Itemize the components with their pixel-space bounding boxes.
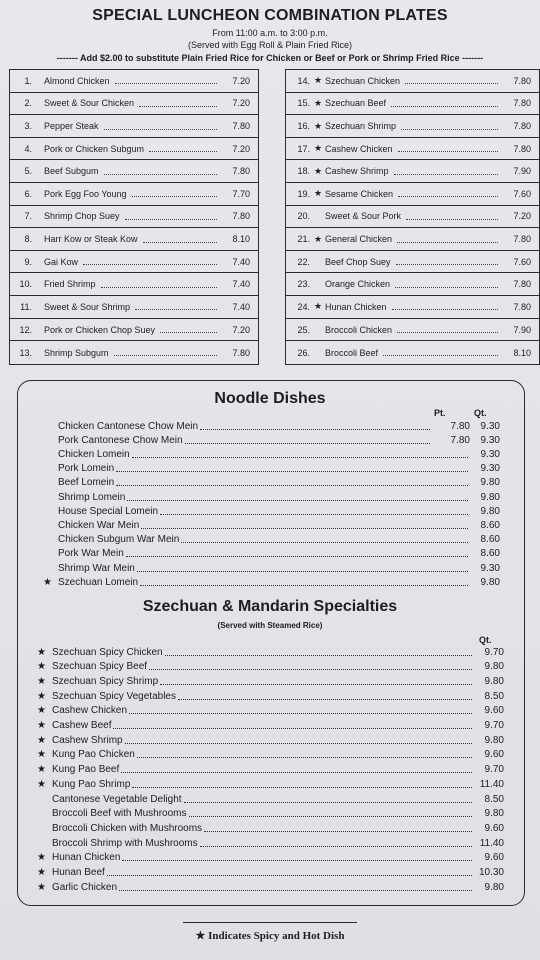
dot-leader (406, 219, 498, 220)
combo-name: Gai Kow (44, 256, 79, 267)
footer-divider (183, 922, 357, 923)
dot-leader (204, 831, 472, 832)
combo-table-left (9, 69, 259, 365)
combo-row (10, 115, 258, 138)
combo-price: 7.40 (232, 256, 250, 267)
combo-name: Szechuan Beef (325, 98, 387, 109)
spicy-star-icon: ★ (37, 675, 46, 687)
served-rice-note: (Served with Steamed Rice) (217, 621, 323, 630)
combo-number: 12. (19, 324, 32, 335)
combo-number: 2. (24, 98, 32, 109)
dot-leader (165, 655, 472, 656)
combo-number: 26. (297, 347, 310, 358)
combo-name: Shrimp Subgum (44, 347, 109, 358)
noodle-item (43, 561, 500, 575)
dot-leader (149, 669, 472, 670)
dot-leader (395, 287, 498, 288)
noodle-qt-price: 9.80 (480, 505, 500, 517)
combo-price: 7.80 (232, 347, 250, 358)
combo-name: Fried Shrimp (44, 279, 96, 290)
combo-name: Sesame Chicken (325, 188, 394, 199)
combo-row (286, 206, 539, 229)
combo-number: 1. (24, 75, 32, 86)
combo-number: 6. (24, 188, 32, 199)
szechuan-name: Cashew Chicken (52, 705, 128, 717)
dot-leader (83, 264, 217, 265)
combo-number: 18. (297, 166, 310, 177)
noodle-item (43, 575, 500, 589)
szechuan-item (37, 836, 504, 850)
spicy-star-icon: ★ (314, 165, 323, 176)
dot-leader (101, 287, 217, 288)
spicy-star-icon: ★ (37, 852, 46, 864)
noodle-name: Chicken War Mein (58, 519, 140, 531)
noodle-pt-price: 7.80 (450, 420, 470, 432)
noodle-name: Shrimp Lomein (58, 491, 126, 503)
combo-number: 22. (297, 256, 310, 267)
szechuan-qt-price: 10.30 (478, 867, 504, 878)
dot-leader (114, 355, 217, 356)
spicy-star-icon: ★ (314, 301, 323, 312)
served-with-text: (Served with Egg Roll & Plain Fried Rice) (187, 40, 353, 50)
noodle-qt-price: 9.30 (480, 562, 500, 574)
spicy-star-icon: ★ (37, 720, 46, 731)
substitute-note: ------- Add $2.00 to substitute Plain Fried Rice for Chicken or Beef or Pork or Shrimp Fried Rice ------- (56, 53, 484, 63)
combo-row (286, 273, 539, 296)
szechuan-item (37, 748, 504, 762)
combo-name: Pork or Chicken Chop Suey (44, 324, 156, 335)
dot-leader (140, 585, 468, 586)
szechuan-qt-price: 9.70 (484, 720, 504, 731)
combo-row (10, 206, 258, 229)
combo-price: 7.20 (232, 143, 250, 154)
combo-number: 9. (24, 256, 32, 267)
noodle-name: Beef Lomein (58, 477, 115, 489)
spicy-star-icon: ★ (314, 233, 323, 244)
spicy-star-icon: ★ (37, 690, 46, 702)
dot-leader (132, 196, 217, 197)
combo-number: 20. (297, 211, 310, 222)
dot-leader (107, 875, 472, 876)
dot-leader (122, 860, 472, 861)
combo-row (10, 228, 258, 251)
szechuan-name: Broccoli Shrimp with Mushrooms (52, 837, 198, 849)
combo-price: 7.20 (232, 98, 250, 109)
dot-leader (125, 219, 217, 220)
combo-row (10, 251, 258, 274)
szechuan-item (37, 733, 504, 747)
combo-row (10, 160, 258, 183)
dot-leader (137, 571, 468, 572)
dot-leader (181, 542, 468, 543)
noodle-qt-price: 9.80 (480, 576, 500, 588)
noodle-qt-price: 8.60 (480, 548, 500, 560)
noodle-name: Pork Cantonese Chow Mein (58, 434, 183, 446)
dot-leader (184, 802, 472, 803)
combo-number: 25. (297, 324, 310, 335)
combo-row (286, 93, 539, 116)
noodle-item (43, 476, 500, 490)
szechuan-item (37, 792, 504, 806)
noodle-item (43, 490, 500, 504)
noodle-name: Shrimp War Mein (58, 562, 135, 574)
combo-row (10, 183, 258, 206)
spicy-star-icon: ★ (37, 705, 46, 717)
szechuan-name: Szechuan Spicy Vegetables (52, 690, 176, 702)
combo-name: Broccoli Beef (325, 347, 379, 358)
combo-number: 13. (19, 347, 32, 358)
combo-row (10, 341, 258, 364)
spicy-star-icon: ★ (43, 576, 52, 588)
combo-name: Orange Chicken (325, 279, 391, 290)
combo-name: General Chicken (325, 234, 393, 245)
dot-leader (383, 355, 498, 356)
dot-leader (149, 151, 217, 152)
combo-number: 16. (297, 121, 310, 132)
noodle-qt-price: 9.80 (480, 477, 500, 489)
dot-leader (398, 151, 498, 152)
szechuan-qt-price: 9.80 (484, 808, 504, 820)
spicy-star-icon: ★ (314, 120, 323, 131)
noodle-item (43, 547, 500, 561)
combo-row (10, 273, 258, 296)
combo-price: 7.80 (513, 279, 531, 290)
szechuan-qt-price: 11.40 (479, 837, 504, 849)
szechuan-item (37, 674, 504, 688)
szechuan-name: Cantonese Vegetable Delight (52, 793, 182, 805)
combo-price: 7.80 (232, 166, 250, 177)
combo-row (286, 70, 539, 93)
spicy-star-icon: ★ (37, 881, 46, 893)
combo-row (286, 160, 539, 183)
noodle-qt-price: 8.60 (480, 519, 500, 531)
szechuan-item (37, 851, 504, 865)
noodle-qt-price: 9.80 (480, 491, 500, 503)
spicy-star-icon: ★ (314, 143, 323, 154)
dot-leader (126, 556, 468, 557)
noodle-item (43, 447, 500, 461)
combo-price: 7.90 (513, 166, 531, 177)
noodle-name: Chicken Subgum War Mein (58, 534, 180, 546)
dot-leader (139, 106, 217, 107)
combo-name: Cashew Shrimp (325, 166, 389, 177)
szechuan-qt-price: 9.80 (484, 661, 504, 673)
szechuan-qt-price: 9.80 (484, 881, 504, 893)
noodle-qt-price: 9.30 (480, 420, 500, 432)
combo-number: 5. (24, 166, 32, 177)
szechuan-qt-price: 9.70 (484, 646, 504, 658)
noodle-qt-price: 9.30 (480, 448, 500, 460)
combo-row (10, 93, 258, 116)
szechuan-item (37, 777, 504, 791)
combo-row (286, 251, 539, 274)
noodle-qt-header: Qt. (474, 408, 487, 418)
noodle-section-title: Noodle Dishes (214, 390, 326, 407)
dot-leader (397, 242, 498, 243)
spicy-star-icon: ★ (37, 867, 46, 878)
combo-price: 7.90 (513, 324, 531, 335)
dot-leader (132, 787, 472, 788)
combo-row (286, 138, 539, 161)
combo-price: 7.20 (232, 324, 250, 335)
dot-leader (121, 772, 472, 773)
dot-leader (396, 264, 498, 265)
szechuan-name: Szechuan Spicy Shrimp (52, 675, 159, 687)
dot-leader (398, 196, 498, 197)
szechuan-qt-price: 9.60 (484, 749, 504, 761)
combo-price: 8.10 (513, 347, 531, 358)
combo-price: 7.80 (513, 75, 531, 86)
szechuan-qt-price: 9.60 (484, 705, 504, 717)
dot-leader (391, 106, 498, 107)
dot-leader (129, 713, 472, 714)
combo-number: 15. (297, 98, 310, 109)
szechuan-item (37, 807, 504, 821)
spicy-star-icon: ★ (314, 75, 323, 86)
szechuan-qt-price: 9.70 (484, 764, 504, 776)
dot-leader (127, 500, 468, 501)
dot-leader (160, 684, 472, 685)
dot-leader (160, 514, 468, 515)
szechuan-item (37, 704, 504, 718)
combo-name: Pork or Chicken Subgum (44, 143, 145, 154)
spicy-star-icon: ★ (37, 778, 46, 790)
combo-number: 14. (297, 75, 310, 86)
combo-name: Sweet & Sour Shrimp (44, 301, 131, 312)
hours-text: From 11:00 a.m. to 3:00 p.m. (212, 28, 328, 38)
spicy-star-icon: ★ (37, 661, 46, 673)
szechuan-qt-price: 9.60 (484, 822, 504, 834)
noodle-name: Szechuan Lomein (58, 576, 139, 588)
dot-leader (200, 846, 472, 847)
szechuan-name: Kung Pao Shrimp (52, 778, 131, 790)
dot-leader (137, 757, 472, 758)
noodle-item (43, 419, 500, 433)
szechuan-qt-header: Qt. (479, 635, 492, 645)
combo-name: Broccoli Chicken (325, 324, 393, 335)
dot-leader (185, 443, 430, 444)
combo-name: Sweet & Sour Pork (325, 211, 402, 222)
dot-leader (132, 457, 468, 458)
dot-leader (200, 429, 430, 430)
combo-price: 7.80 (513, 121, 531, 132)
szechuan-name: Cashew Beef (52, 720, 112, 731)
dot-leader (160, 332, 217, 333)
combo-name: Harr Kow or Steak Kow (44, 234, 138, 245)
szechuan-qt-price: 11.40 (479, 778, 504, 790)
szechuan-item (37, 866, 504, 880)
dot-leader (116, 471, 468, 472)
noodle-qt-price: 8.60 (480, 534, 500, 546)
szechuan-item (37, 645, 504, 659)
dot-leader (405, 83, 498, 84)
combo-name: Pork Egg Foo Young (44, 188, 127, 199)
noodle-qt-price: 9.30 (480, 434, 500, 446)
dot-leader (115, 83, 217, 84)
combo-price: 7.80 (513, 234, 531, 245)
noodle-name: Chicken Cantonese Chow Mein (58, 420, 199, 432)
combo-table-right (285, 69, 540, 365)
szechuan-name: Cashew Shrimp (52, 734, 123, 746)
combo-number: 3. (24, 121, 32, 132)
dot-leader (401, 129, 498, 130)
spicy-legend: ★ Indicates Spicy and Hot Dish (195, 930, 345, 942)
combo-price: 7.80 (232, 121, 250, 132)
noodle-item (43, 462, 500, 476)
szechuan-qt-price: 9.80 (484, 675, 504, 687)
combo-name: Hunan Chicken (325, 301, 387, 312)
szechuan-name: Hunan Beef (52, 867, 105, 878)
szechuan-qt-price: 8.50 (484, 690, 504, 702)
dot-leader (394, 174, 498, 175)
combo-row (286, 228, 539, 251)
combo-number: 10. (19, 279, 32, 290)
szechuan-qt-price: 8.50 (484, 793, 504, 805)
combo-price: 7.60 (513, 188, 531, 199)
szechuan-item (37, 719, 504, 733)
noodle-name: Chicken Lomein (58, 448, 130, 460)
szechuan-name: Szechuan Spicy Beef (52, 661, 148, 673)
szechuan-item (37, 821, 504, 835)
combo-row (286, 319, 539, 342)
dot-leader (178, 699, 472, 700)
combo-name: Pepper Steak (44, 121, 99, 132)
szechuan-name: Hunan Chicken (52, 852, 121, 864)
dot-leader (397, 332, 498, 333)
noodle-name: House Special Lomein (58, 505, 159, 517)
szechuan-name: Garlic Chicken (52, 881, 118, 893)
dot-leader (116, 485, 468, 486)
combo-price: 7.60 (513, 256, 531, 267)
combo-name: Szechuan Shrimp (325, 121, 397, 132)
dot-leader (135, 309, 217, 310)
combo-price: 7.20 (513, 211, 531, 222)
combo-number: 23. (297, 279, 310, 290)
combo-number: 21. (297, 234, 310, 245)
szechuan-name: Szechuan Spicy Chicken (52, 646, 163, 658)
noodle-pt-price: 7.80 (450, 434, 470, 446)
spicy-star-icon: ★ (37, 764, 46, 776)
dot-leader (113, 728, 472, 729)
szechuan-item (37, 763, 504, 777)
combo-price: 7.80 (513, 98, 531, 109)
szechuan-section-title: Szechuan & Mandarin Specialties (142, 598, 398, 615)
noodle-name: Pork Lomein (58, 463, 115, 475)
combo-row (10, 319, 258, 342)
combo-price: 7.20 (232, 75, 250, 86)
dot-leader (104, 174, 217, 175)
spicy-star-icon: ★ (37, 749, 46, 761)
szechuan-name: Kung Pao Chicken (52, 749, 135, 761)
szechuan-name: Broccoli Chicken with Mushrooms (52, 822, 203, 834)
noodle-item (43, 433, 500, 447)
combo-row (10, 296, 258, 319)
dot-leader (143, 242, 217, 243)
combo-number: 4. (24, 143, 32, 154)
combo-row (286, 183, 539, 206)
combo-name: Szechuan Chicken (325, 75, 401, 86)
combo-name: Cashew Chicken (325, 143, 393, 154)
combo-price: 7.80 (513, 301, 531, 312)
combo-number: 19. (297, 188, 310, 199)
combo-row (10, 70, 258, 93)
combo-row (10, 138, 258, 161)
combo-price: 7.40 (232, 279, 250, 290)
szechuan-name: Kung Pao Beef (52, 764, 120, 776)
noodle-item (43, 504, 500, 518)
combo-price: 8.10 (232, 234, 250, 245)
szechuan-qt-price: 9.80 (484, 734, 504, 746)
dot-leader (141, 528, 468, 529)
combo-number: 8. (24, 234, 32, 245)
spicy-star-icon: ★ (314, 97, 323, 108)
combo-number: 7. (24, 211, 32, 222)
combo-price: 7.80 (513, 143, 531, 154)
noodle-name: Pork War Mein (58, 548, 124, 560)
combo-name: Shrimp Chop Suey (44, 211, 120, 222)
spicy-star-icon: ★ (314, 188, 323, 199)
szechuan-item (37, 660, 504, 674)
spicy-star-icon: ★ (37, 734, 46, 746)
dot-leader (119, 890, 472, 891)
combo-price: 7.40 (232, 301, 250, 312)
combo-price: 7.70 (232, 188, 250, 199)
szechuan-item (37, 689, 504, 703)
szechuan-name: Broccoli Beef with Mushrooms (52, 808, 187, 820)
combo-name: Beef Chop Suey (325, 256, 391, 267)
combo-name: Beef Subgum (44, 166, 99, 177)
page-title: SPECIAL LUNCHEON COMBINATION PLATES (92, 7, 448, 24)
combo-number: 11. (20, 301, 32, 312)
combo-name: Almond Chicken (44, 75, 110, 86)
combo-price: 7.80 (232, 211, 250, 222)
combo-row (286, 115, 539, 138)
combo-name: Sweet & Sour Chicken (44, 98, 135, 109)
dot-leader (104, 129, 217, 130)
combo-row (286, 341, 539, 364)
combo-row (286, 296, 539, 319)
combo-number: 17. (297, 143, 310, 154)
noodle-qt-price: 9.30 (480, 463, 500, 475)
spicy-star-icon: ★ (37, 646, 46, 658)
noodle-item (43, 533, 500, 547)
dot-leader (189, 816, 473, 817)
dot-leader (392, 309, 498, 310)
noodle-item (43, 518, 500, 532)
dot-leader (125, 743, 472, 744)
szechuan-qt-price: 9.60 (484, 852, 504, 864)
szechuan-item (37, 880, 504, 894)
noodle-pt-header: Pt. (434, 408, 446, 418)
combo-number: 24. (297, 301, 310, 312)
